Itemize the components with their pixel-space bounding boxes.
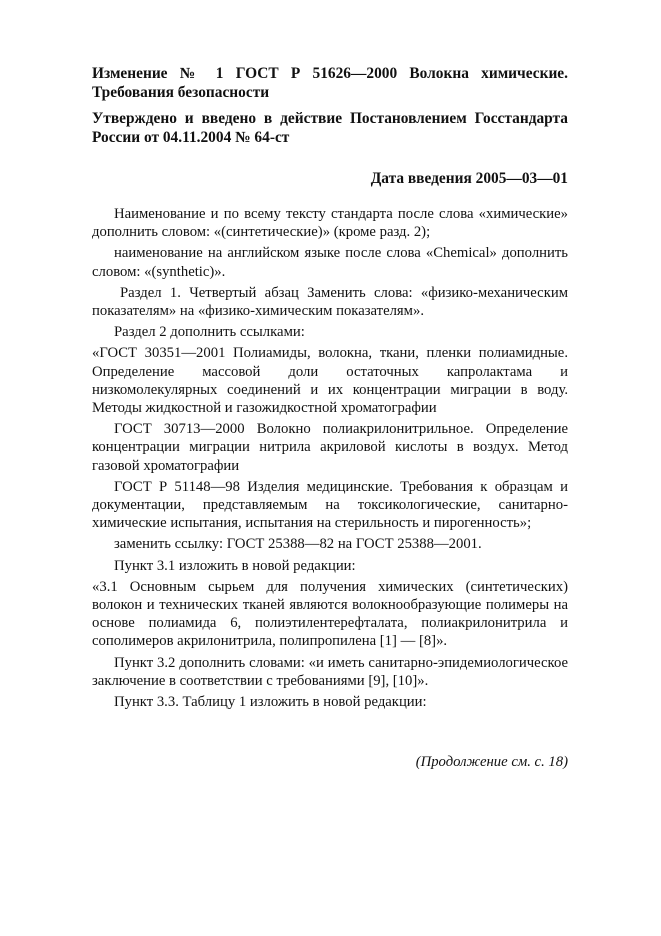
reference-gost-51148: ГОСТ Р 51148—98 Изделия медицинские. Требования к образцам и документации, представляемым на токсикологические, санитарно-химические испытания, испытания на стерильность и пирогенность»;: [92, 478, 568, 532]
continuation-note: (Продолжение см. с. 18): [415, 754, 568, 771]
clause-3-1-text: «3.1 Основным сырьем для получения химических (синтетических) волокон и технических тканей являются волокнообразующие полимеры на основе полиамида 6, полиэтилентерефталата, полиакрилонитрила и сополимеров акрилонитрила, полипропилена [1] — [8]».: [92, 578, 568, 650]
document-page: [92, 64, 568, 771]
amendment-body: [92, 205, 568, 711]
paragraph-clause-3-3: Пункт 3.3. Таблицу 1 изложить в новой редакции:: [114, 694, 427, 711]
approval-statement: Утверждено и введено в действие Постановлением Госстандарта России от 04.11.2004 № 64-ст: [92, 110, 568, 146]
reference-gost-30713: ГОСТ 30713—2000 Волокно полиакрилонитрильное. Определение концентрации миграции нитрила акриловой кислоты в воздух. Метод газовой хроматографии: [92, 421, 568, 474]
paragraph-replace-reference: заменить ссылку: ГОСТ 25388—82 на ГОСТ 25388—2001.: [114, 536, 482, 553]
paragraph-clause-3-1-intro: Пункт 3.1 изложить в новой редакции:: [114, 557, 356, 574]
reference-gost-30351: «ГОСТ 30351—2001 Полиамиды, волокна, ткани, пленки полиамидные. Определение массовой доли остаточных капролактама и низкомолекулярных соединений и их концентрации миграции в воду. Методы жидкостной и газожидкостной хроматографии: [92, 345, 568, 417]
paragraph-section-1: Раздел 1. Четвертый абзац Заменить слова: «физико-механическим показателям» на «физико-химическим показателям».: [92, 284, 568, 320]
paragraph-section-2-intro: Раздел 2 дополнить ссылками:: [114, 324, 305, 341]
paragraph-title-change: Наименование и по всему тексту стандарта после слова «химические» дополнить словом: «(синтетические)» (кроме разд. 2);: [92, 206, 568, 241]
paragraph-clause-3-2: Пункт 3.2 дополнить словами: «и иметь санитарно-эпидемиологическое заключение в соответствии с требованиями [9], [10]».: [92, 654, 568, 689]
paragraph-english-title: наименование на английском языке после слова «Chemical» дополнить словом: «(synthetic)».: [92, 245, 568, 280]
amendment-title: Изменение № 1 ГОСТ Р 51626—2000 Волокна химические. Требования безопасности: [92, 65, 568, 101]
effective-date: Дата введения 2005—03—01: [370, 170, 568, 187]
